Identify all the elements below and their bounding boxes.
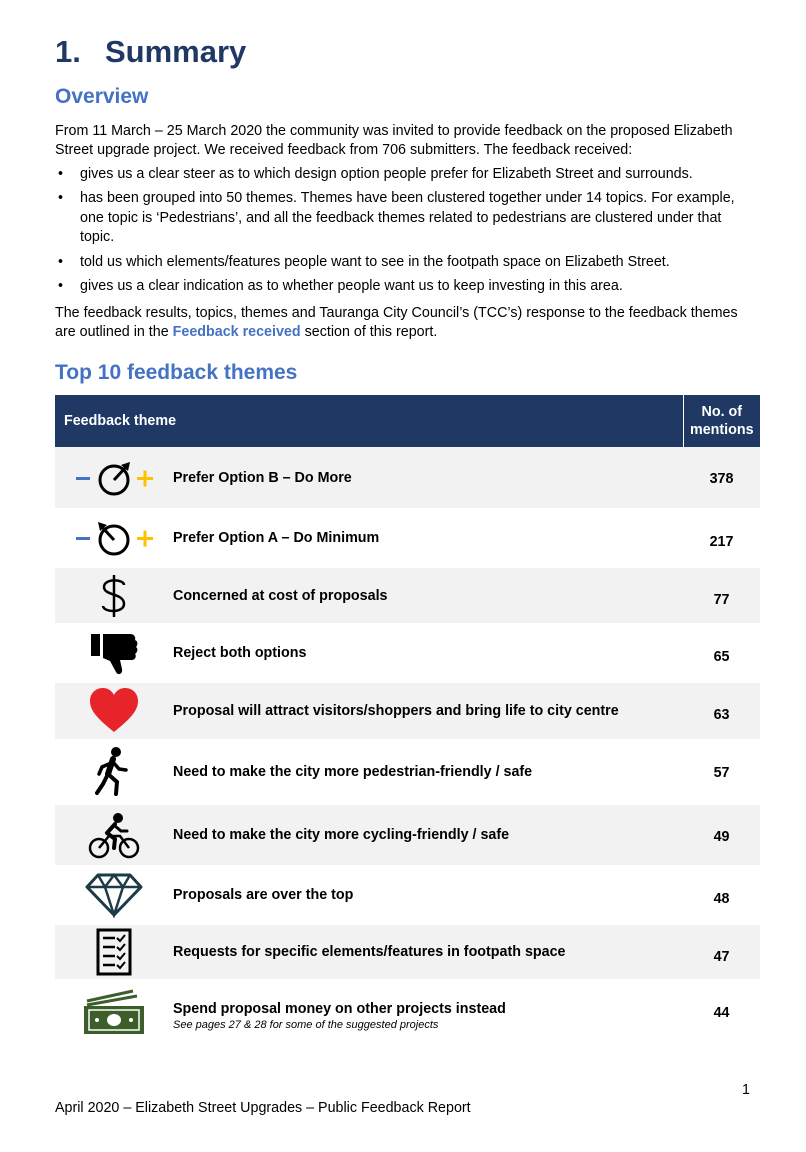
theme-count: 63	[713, 707, 730, 723]
table-row	[55, 866, 760, 924]
theme-label: Need to make the city more cycling-friendly / safe	[173, 827, 510, 843]
dial-more-icon	[66, 458, 162, 498]
closing-text-end: section of this report.	[304, 324, 438, 341]
bullet-text: has been grouped into 50 themes. Themes have been clustered together under 14 topics. For example, one topic is ‘Pedestrians’, and all the feedback themes related to pedestrians are clustered under that topic.	[80, 190, 735, 246]
page-number: 1	[742, 1082, 750, 1098]
section-number: 1.	[55, 34, 81, 69]
table-row	[55, 567, 760, 624]
money-icon	[81, 987, 147, 1037]
theme-label: Proposals are over the top	[173, 887, 354, 903]
page-title	[55, 34, 246, 70]
theme-count: 44	[713, 1005, 730, 1021]
mentions-header-line1: No. of	[701, 404, 743, 420]
table-row	[55, 682, 760, 740]
pedestrian-icon	[92, 746, 136, 798]
section-title: Summary	[105, 34, 247, 69]
feedback-themes-table	[55, 395, 760, 1045]
bullet-text: gives us a clear steer as to which design option people prefer for Elizabeth Street and surrounds.	[80, 166, 693, 182]
theme-count: 65	[713, 649, 730, 665]
table-header-row	[55, 395, 760, 447]
overview-bullet-list	[55, 165, 755, 301]
mentions-header-line2: mentions	[689, 422, 754, 438]
theme-label: Reject both options	[173, 645, 307, 661]
theme-note: See pages 27 & 28 for some of the suggested projects	[173, 1019, 439, 1031]
table-row	[55, 447, 760, 509]
page-footer: April 2020 – Elizabeth Street Upgrades – Public Feedback Report	[55, 1100, 471, 1116]
bullet-text: gives us a clear indication as to whether people want us to keep investing in this area.	[80, 278, 623, 295]
feedback-theme-header: Feedback theme	[55, 395, 683, 447]
top10-heading: Top 10 feedback themes	[55, 361, 298, 384]
overview-heading: Overview	[55, 85, 149, 108]
bullet-text: told us which elements/features people want to see in the footpath space on Elizabeth Street.	[80, 253, 670, 270]
list-item: • gives us a clear steer as to which design option people prefer for Elizabeth Street and surrounds.	[58, 166, 693, 182]
feedback-received-link[interactable]: Feedback received	[172, 324, 301, 341]
table-row	[55, 924, 760, 980]
heart-icon	[88, 687, 140, 735]
theme-count: 217	[709, 534, 734, 550]
theme-label: Concerned at cost of proposals	[173, 587, 388, 604]
theme-count: 57	[713, 765, 730, 781]
theme-label: Prefer Option B – Do More	[173, 469, 352, 486]
theme-count: 49	[713, 829, 730, 845]
theme-label: Need to make the city more pedestrian-friendly / safe	[173, 764, 533, 780]
table-row	[55, 980, 760, 1044]
table-row	[55, 624, 760, 682]
theme-count: 48	[713, 891, 730, 907]
list-item: • told us which elements/features people want to see in the footpath space on Elizabeth Street.	[58, 253, 670, 270]
overview-intro: From 11 March – 25 March 2020 the community was invited to provide feedback on the proposed Elizabeth Street upgrade project. We received feedback from 706 submitters. The feedback received:	[55, 123, 733, 159]
list-item: • gives us a clear indication as to whether people want us to keep investing in this area.	[58, 278, 623, 295]
theme-count: 378	[709, 471, 734, 487]
theme-count: 77	[713, 592, 730, 608]
dollar-icon	[94, 572, 134, 620]
checklist-icon	[94, 928, 134, 976]
diamond-icon	[84, 872, 144, 918]
dial-less-icon	[66, 518, 162, 558]
mentions-header	[683, 395, 760, 447]
theme-label: Proposal will attract visitors/shoppers and bring life to city centre	[173, 703, 619, 719]
list-item: • has been grouped into 50 themes. Themes have been clustered together under 14 topics. For example, one topic is ‘Pedestrians’, and all the feedback themes related to pedestrians are clustered under that topic.	[58, 190, 735, 246]
table-row	[55, 740, 760, 804]
closing-text: The feedback results, topics, themes and Tauranga City Council’s (TCC’s) response to the feedback themes are outlined in the	[55, 305, 738, 341]
theme-count: 47	[713, 949, 730, 965]
theme-label: Spend proposal money on other projects instead	[173, 1001, 506, 1017]
theme-label: Requests for specific elements/features in footpath space	[173, 944, 566, 960]
theme-label: Prefer Option A – Do Minimum	[173, 530, 380, 546]
table-row	[55, 804, 760, 866]
overview-closing	[55, 304, 755, 343]
cyclist-icon	[87, 810, 141, 860]
table-row	[55, 509, 760, 567]
thumbs-down-icon	[88, 629, 140, 677]
